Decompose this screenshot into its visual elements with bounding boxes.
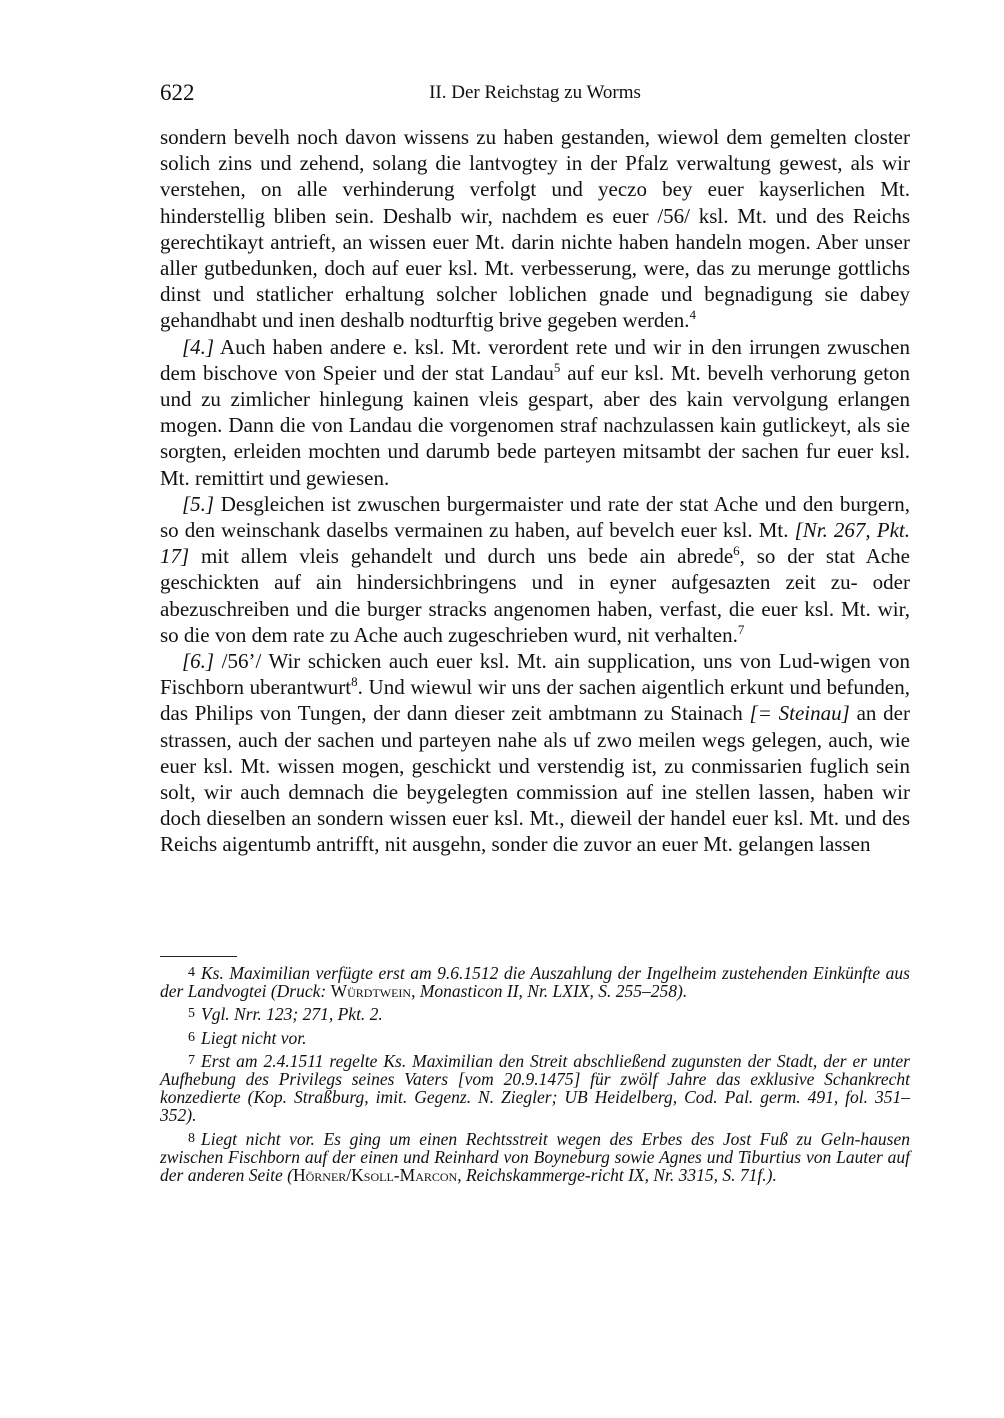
author-smallcaps: Hörner/Ksoll-Marcon xyxy=(293,1165,458,1186)
footnote-number: 5 xyxy=(188,1006,195,1022)
section-label-6: [6.] xyxy=(182,649,215,674)
footnote-4 xyxy=(160,964,910,1000)
editorial-gloss: [= Steinau] xyxy=(749,701,850,726)
footnote-text: Ks. Maximilian verfügte erst am 9.6.1512 die Auszahlung der Ingelheim zustehenden Einkünfte aus der Landvogtei (Druck: xyxy=(160,963,910,1002)
footnote-text: Liegt nicht vor. xyxy=(201,1027,307,1048)
footnote-ref-6[interactable]: 6 xyxy=(733,543,740,559)
footnote-6 xyxy=(160,1029,910,1047)
footnote-5 xyxy=(160,1005,910,1023)
footnote-text: Liegt nicht vor. Es ging um einen Rechtsstreit wegen des Erbes des Jost Fuß zu Geln-hausen zwischen Fischborn auf der einen und Reinhard von Boyneburg sowie Agnes und Tiburtius von Lauter auf der anderen Seite ( xyxy=(160,1128,910,1186)
section-label-4: [4.] xyxy=(182,334,215,359)
page-number: 622 xyxy=(160,80,195,105)
footnote-text: , Reichskammerge-richt IX, Nr. 3315, S. 71f.). xyxy=(457,1165,777,1186)
paragraph-3-text-a: Desgleichen ist zwuschen burgermaister und rate der stat Ache und den burgern, so den weinschank daselbs vermainen zu haben, auf bevelch euer ksl. Mt. xyxy=(160,491,910,543)
footnote-ref-7[interactable]: 7 xyxy=(737,621,745,637)
paragraph-4-text-c: an der strassen, auch der sachen und parteyen nahe als uf zwo meilen wegs gelegen, auch, wie euer ksl. Mt. wissen mogen, geschickt und verstendig ist, zu conmissarien fuglich sein solt, wir auch demnach die beygelegten commission auf ine stellen lassen, haben wir doch dieselben an sondern wissen euer ksl. Mt., dieweil der handel euer ksl. Mt. und des Reichs aigentumb antrifft, nit ausgehn, sonder die zuvor an euer Mt. gelangen lassen xyxy=(160,701,910,857)
author-smallcaps: Würdtwein xyxy=(330,981,412,1002)
cross-reference: [Nr. 267, Pkt. 17] xyxy=(160,518,911,569)
footnote-number: 7 xyxy=(188,1052,195,1068)
footnote-7 xyxy=(160,1052,910,1125)
paragraph-4-text-a: /56’/ Wir schicken auch euer ksl. Mt. ain supplication, uns von Lud-wigen von Fischborn uberantwurt xyxy=(160,649,910,700)
paragraph-3 xyxy=(160,491,910,648)
footnote-ref-5[interactable]: 5 xyxy=(553,359,561,375)
paragraph-2 xyxy=(160,334,910,491)
paragraph-3-text-b: mit allem vleis gehandelt und durch uns bede ain abrede xyxy=(189,544,734,569)
paragraph-3-text-c: , so der stat Ache geschickten auf ain hindersichbringens und in eyner aufgesazten zeit zu- oder abezuschreiben und die burger stracks angenomen haben, verfast, die euer ksl. Mt. wir, so die von dem rate zu Ache auch zugeschrieben wurd, nit verhalten. xyxy=(160,544,910,647)
paragraph-2-text-b: auf eur ksl. Mt. bevelh verhorung geton und zu zimlicher hinlegung kainen vleis gespart, aber des kain vervolgung erlangen mogen. Dann die von Landau die vorgenomen straf nachzulassen kain gutlickeyt, als sie sorgten, erleiden mochten und darumb bede parteyen mitsambt der sachen fur euer ksl. Mt. remittirt und gewiesen. xyxy=(160,360,910,490)
footnote-number: 8 xyxy=(188,1130,195,1146)
section-label-5: [5.] xyxy=(182,491,215,516)
paragraph-2-text-a: Auch haben andere e. ksl. Mt. verordent rete und wir in den irrungen zwuschen dem bischove von Speier und der stat Landau xyxy=(160,334,910,385)
footnote-number: 4 xyxy=(188,965,195,980)
footnote-rule xyxy=(160,956,237,957)
footnote-ref-8[interactable]: 8 xyxy=(351,674,358,690)
footnote-number: 6 xyxy=(188,1029,195,1045)
paragraph-4-text-b: . Und wiewul wir uns der sachen aigentlich erkunt und befunden, das Philips von Tungen, der dann dieser zeit ambtmann zu Stainach xyxy=(160,675,911,726)
footnote-8 xyxy=(160,1130,910,1185)
footnote-text: Vgl. Nrr. 123; 271, Pkt. 2. xyxy=(201,1004,383,1025)
footnote-text: , Monasticon II, Nr. LXIX, S. 255–258). xyxy=(411,981,688,1002)
paragraph-1-text: sondern bevelh noch davon wissens zu haben gestanden, wiewol dem gemelten closter solich zins und zehend, solang die lantvogtey in der Pfalz verwaltung gewest, als wir verstehen, on alle verhinderung verfolgt und yeczo bey euer kayserlichen Mt. hinderstellig bliben sein. Deshalb wir, nachdem es euer /56/ ksl. Mt. und des Reichs gerechtikayt antrieft, an wissen euer Mt. darin nichte haben handeln mogen. Aber unser aller gutbedunken, doch auf euer ksl. Mt. verbesserung, were, das zu merunge gottlichs dinst und statlicher erhaltung solcher loblichen gnade und begnadigung sie dabey gehandhabt und inen deshalb nodturftig brive gegeben werden. xyxy=(160,125,910,333)
paragraph-4 xyxy=(160,648,910,858)
running-head: II. Der Reichstag zu Worms xyxy=(429,82,641,103)
body-text xyxy=(160,124,910,858)
footnote-text: Erst am 2.4.1511 regelte Ks. Maximilian den Streit abschließend zugunsten der Stadt, der er unter Aufhebung des Privilegs seines Vaters [vom 20.9.1475] für zwölf Jahre das exklusive Schankrecht konzedierte (Kop. Straßburg, imit. Gegenz. N. Ziegler; UB Heidelberg, Cod. Pal. germ. 491, fol. 351–352). xyxy=(160,1050,910,1126)
footnote-ref-4[interactable]: 4 xyxy=(689,307,697,323)
paragraph-1 xyxy=(160,124,910,334)
footnotes xyxy=(160,964,910,1184)
